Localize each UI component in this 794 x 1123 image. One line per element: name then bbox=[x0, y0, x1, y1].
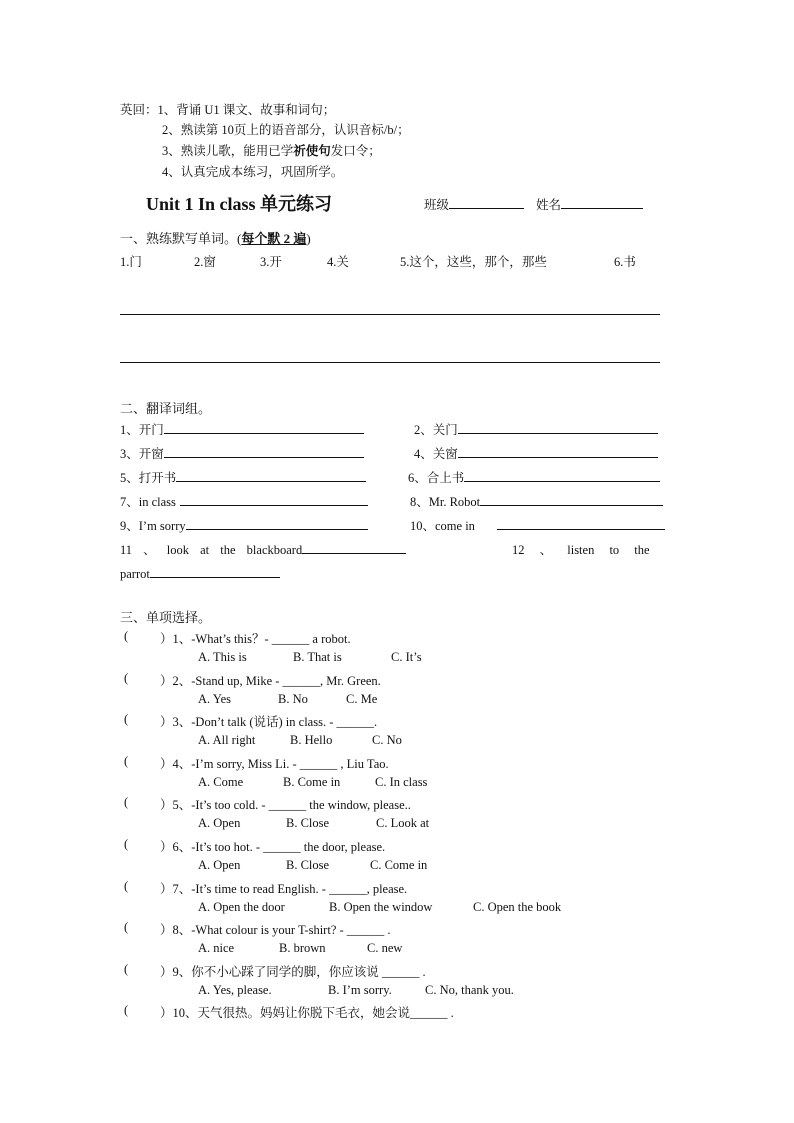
translate-label-1: 1、开门 bbox=[120, 423, 164, 437]
question-text-2: ）2、-Stand up, Mike - ______, Mr. Green. bbox=[160, 674, 381, 688]
question-3-option-c[interactable]: C. No bbox=[372, 733, 402, 747]
section1-heading-post: ) bbox=[306, 231, 311, 246]
name-blank[interactable] bbox=[561, 196, 643, 209]
question-paren-1[interactable]: ( bbox=[124, 629, 129, 643]
translate-label-6: 6、合上书 bbox=[408, 471, 465, 485]
word-6: 6.书 bbox=[614, 255, 636, 269]
translate-item-9 bbox=[120, 516, 368, 534]
question-text-5: ）5、-It’s too cold. - ______ the window, please.. bbox=[160, 798, 411, 812]
question-4-option-c[interactable]: C. In class bbox=[375, 775, 428, 789]
question-paren-3[interactable]: ( bbox=[124, 712, 129, 726]
question-paren-8[interactable]: ( bbox=[124, 920, 129, 934]
word-1: 1.门 bbox=[120, 255, 142, 269]
translate-label-4: 4、关窗 bbox=[414, 447, 458, 461]
question-paren-2[interactable]: ( bbox=[124, 671, 129, 685]
translate-item-7 bbox=[120, 492, 368, 510]
translate-blank-8[interactable] bbox=[480, 493, 663, 506]
class-blank[interactable] bbox=[449, 196, 524, 209]
question-7-option-c[interactable]: C. Open the book bbox=[473, 900, 562, 914]
question-4-option-b[interactable]: B. Come in bbox=[283, 775, 341, 789]
question-6-option-a[interactable]: A. Open bbox=[198, 858, 241, 872]
writing-line-2[interactable] bbox=[120, 362, 660, 363]
question-text-7: ）7、-It’s time to read English. - ______, please. bbox=[160, 882, 408, 896]
question-8-option-a[interactable]: A. nice bbox=[198, 941, 235, 955]
translate-blank-10[interactable] bbox=[497, 517, 665, 530]
translate-label-12-cont: parrot bbox=[120, 567, 150, 581]
question-9-option-c[interactable]: C. No, thank you. bbox=[425, 983, 514, 997]
word-2: 2.窗 bbox=[194, 255, 216, 269]
question-text-8: ）8、-What colour is your T-shirt? - ______ . bbox=[160, 923, 391, 937]
question-1-option-a[interactable]: A. This is bbox=[198, 650, 247, 664]
word-4: 4.关 bbox=[327, 255, 349, 269]
question-8-option-b[interactable]: B. brown bbox=[279, 941, 326, 955]
name-label: 姓名 bbox=[536, 198, 562, 212]
class-field bbox=[424, 195, 524, 213]
question-2-option-a[interactable]: A. Yes bbox=[198, 692, 232, 706]
translate-label-12: 12 、 listen to the bbox=[512, 543, 650, 557]
translate-label-11: 11 、 look at the blackboard bbox=[120, 543, 303, 557]
translate-blank-6[interactable] bbox=[464, 469, 660, 482]
translate-blank-2[interactable] bbox=[458, 421, 658, 434]
page-title: Unit 1 In class 单元练习 bbox=[146, 194, 333, 214]
translate-item-11 bbox=[120, 540, 406, 558]
question-text-4: ）4、-I’m sorry, Miss Li. - ______ , Liu Tao. bbox=[160, 757, 389, 771]
translate-blank-11[interactable] bbox=[302, 541, 406, 554]
writing-line-1[interactable] bbox=[120, 314, 660, 315]
question-text-1: ）1、-What’s this？- ______ a robot. bbox=[160, 632, 351, 646]
translate-blank-4[interactable] bbox=[458, 445, 658, 458]
translate-item-6 bbox=[408, 468, 660, 486]
question-8-option-c[interactable]: C. new bbox=[367, 941, 403, 955]
word-5: 5.这个，这些，那个，那些 bbox=[400, 255, 547, 269]
question-6-option-c[interactable]: C. Come in bbox=[370, 858, 428, 872]
question-9-option-b[interactable]: B. I’m sorry. bbox=[328, 983, 392, 997]
translate-label-3: 3、开窗 bbox=[120, 447, 164, 461]
review-line-4: 4、认真完成本练习，巩固所学。 bbox=[162, 165, 344, 179]
translate-blank-7[interactable] bbox=[180, 493, 368, 506]
translate-label-5: 5、打开书 bbox=[120, 471, 177, 485]
review-line-3-post: 发口令； bbox=[330, 144, 381, 158]
question-paren-10[interactable]: ( bbox=[124, 1003, 129, 1017]
question-9-option-a[interactable]: A. Yes, please. bbox=[198, 983, 272, 997]
name-field bbox=[536, 195, 643, 213]
question-1-option-c[interactable]: C. It’s bbox=[391, 650, 422, 664]
question-text-6: ）6、-It’s too hot. - ______ the door, please. bbox=[160, 840, 386, 854]
question-1-option-b[interactable]: B. That is bbox=[293, 650, 342, 664]
translate-item-3 bbox=[120, 444, 364, 462]
translate-item-10 bbox=[410, 516, 665, 534]
word-3: 3.开 bbox=[260, 255, 282, 269]
section3-heading: 三、单项选择。 bbox=[120, 610, 212, 625]
translate-blank-1[interactable] bbox=[164, 421, 364, 434]
question-paren-7[interactable]: ( bbox=[124, 879, 129, 893]
translate-item-8 bbox=[410, 492, 663, 510]
question-2-option-b[interactable]: B. No bbox=[278, 692, 308, 706]
question-text-9: ）9、你不小心踩了同学的脚，你应该说 ______ . bbox=[160, 965, 426, 979]
question-3-option-a[interactable]: A. All right bbox=[198, 733, 256, 747]
question-3-option-b[interactable]: B. Hello bbox=[290, 733, 333, 747]
question-paren-9[interactable]: ( bbox=[124, 962, 129, 976]
question-2-option-c[interactable]: C. Me bbox=[346, 692, 378, 706]
question-paren-5[interactable]: ( bbox=[124, 795, 129, 809]
section2-heading: 二、翻译词组。 bbox=[120, 401, 212, 416]
translate-blank-12[interactable] bbox=[150, 565, 280, 578]
section1-heading-bold: 每个默 2 遍 bbox=[241, 231, 307, 246]
translate-item-5 bbox=[120, 468, 366, 486]
review-line-3-pre: 3、熟读儿歌，能用已学 bbox=[162, 144, 294, 158]
class-label: 班级 bbox=[424, 198, 450, 212]
question-7-option-b[interactable]: B. Open the window bbox=[329, 900, 433, 914]
review-line-1: 英回：1、背诵 U1 课文、故事和词句； bbox=[120, 103, 336, 117]
section1-heading bbox=[120, 228, 311, 247]
review-line-3 bbox=[162, 141, 381, 159]
translate-item-4 bbox=[414, 444, 658, 462]
translate-label-8: 8、Mr. Robot bbox=[410, 495, 481, 509]
translate-blank-5[interactable] bbox=[176, 469, 366, 482]
translate-label-7: 7、in class bbox=[120, 495, 176, 509]
question-paren-6[interactable]: ( bbox=[124, 837, 129, 851]
question-6-option-b[interactable]: B. Close bbox=[286, 858, 330, 872]
question-7-option-a[interactable]: A. Open the door bbox=[198, 900, 285, 914]
question-4-option-a[interactable]: A. Come bbox=[198, 775, 244, 789]
question-text-10: ）10、天气很热。妈妈让你脱下毛衣，她会说______ . bbox=[160, 1006, 454, 1020]
section1-heading-pre: 一、熟练默写单词。( bbox=[120, 231, 242, 246]
question-paren-4[interactable]: ( bbox=[124, 754, 129, 768]
question-5-option-c[interactable]: C. Look at bbox=[376, 816, 430, 830]
translate-item-2 bbox=[414, 420, 658, 438]
translate-blank-9[interactable] bbox=[186, 517, 368, 530]
question-text-3: ）3、-Don’t talk (说话) in class. - ______. bbox=[160, 715, 378, 729]
review-line-3-bold: 祈使句 bbox=[293, 144, 331, 158]
translate-label-2: 2、关门 bbox=[414, 423, 458, 437]
translate-label-10: 10、come in bbox=[410, 519, 475, 533]
review-line-2: 2、熟读第 10页上的语音部分，认识音标/b/； bbox=[162, 123, 410, 137]
question-5-option-b[interactable]: B. Close bbox=[286, 816, 330, 830]
translate-item-1 bbox=[120, 420, 364, 438]
translate-item-12-cont bbox=[120, 565, 280, 582]
question-5-option-a[interactable]: A. Open bbox=[198, 816, 241, 830]
translate-label-9: 9、I’m sorry bbox=[120, 519, 186, 533]
translate-blank-3[interactable] bbox=[164, 445, 364, 458]
